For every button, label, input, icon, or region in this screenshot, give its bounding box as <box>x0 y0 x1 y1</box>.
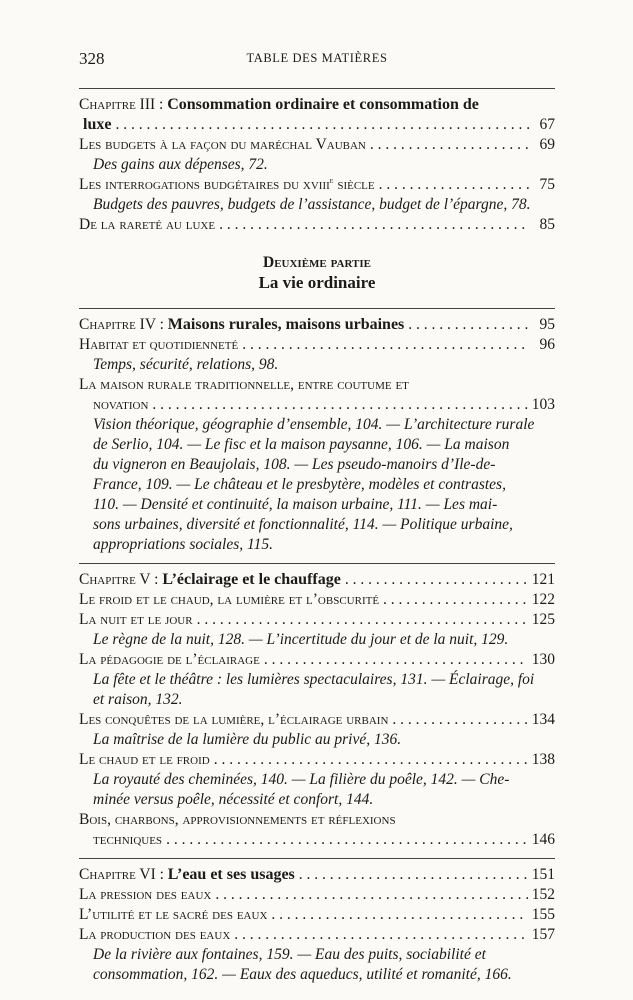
toc-subentry: La maîtrise de la lumière du public au privé, 136. <box>93 731 402 748</box>
divider <box>79 308 555 309</box>
part-label: Deuxième partie <box>263 254 371 271</box>
chapter-3-heading-cont: luxe . . . 67 <box>79 115 555 135</box>
chapter-6-heading: Chapitre VI : L’eau et ses usages . . . 151 <box>79 865 555 885</box>
toc-entry: La pédagogie de l’éclairage . . . 130 <box>79 650 555 670</box>
toc-subentry: 110. — Densité et continuité, la maison urbaine, 111. — Les mai- <box>93 496 498 513</box>
toc-subentry: Budgets des pauvres, budgets de l’assistance, budget de l’épargne, 78. <box>93 196 531 213</box>
toc-entry: La nuit et le jour . . . 125 <box>79 610 555 630</box>
toc-entry: De la rareté au luxe . . . 85 <box>79 215 555 235</box>
divider <box>79 88 555 89</box>
chapter-5-heading: Chapitre V : L’éclairage et le chauffage . . . 121 <box>79 570 555 590</box>
toc-entry: La maison rurale traditionnelle, entre coutume et <box>79 376 409 393</box>
divider <box>79 858 555 859</box>
toc-entry: Les conquêtes de la lumière, l’éclairage urbain . . . 134 <box>79 710 555 730</box>
toc-subentry: et raison, 132. <box>93 691 183 708</box>
toc-entry: La pression des eaux . . . 152 <box>79 885 555 905</box>
toc-entry: L’utilité et le sacré des eaux . . . 155 <box>79 905 555 925</box>
toc-subentry: sons urbaines, diversité et fonctionnalité, 114. — Politique urbaine, <box>93 516 513 533</box>
toc-entry-cont: techniques . . . 146 <box>79 830 555 850</box>
toc-entry: Les interrogations budgétaires du xviii$^e$ siècle . . . 75 <box>79 175 555 195</box>
page-header <box>79 49 555 71</box>
toc-subentry: appropriations sociales, 115. <box>93 536 273 553</box>
chapter-3-page: 67 <box>539 116 555 133</box>
toc-entry: Le froid et le chaud, la lumière et l’obscurité . . . 122 <box>79 590 555 610</box>
toc-entry: Le chaud et le froid . . . 138 <box>79 750 555 770</box>
divider <box>79 563 555 564</box>
toc-entry: Habitat et quotidienneté . . . 96 <box>79 335 555 355</box>
toc-subentry: consommation, 162. — Eaux des aqueducs, utilité et romanité, 166. <box>93 966 512 983</box>
toc-content <box>79 88 555 985</box>
toc-entry: Bois, charbons, approvisionnements et réflexions <box>79 811 396 828</box>
toc-entry: Les budgets à la façon du maréchal Vauban . . . 69 <box>79 135 555 155</box>
toc-subentry: du vigneron en Beaujolais, 108. — Les pseudo-manoirs d’Ile-de- <box>93 456 496 473</box>
page-number: 328 <box>79 49 105 68</box>
toc-subentry: Temps, sécurité, relations, 98. <box>93 356 279 373</box>
toc-subentry: Vision théorique, géographie d’ensemble, 104. — L’architecture rurale <box>93 416 535 433</box>
toc-subentry: France, 109. — Le château et le presbytère, modèles et contrastes, <box>93 476 506 493</box>
toc-subentry: minée versus poêle, nécessité et confort, 144. <box>93 791 374 808</box>
part-title: La vie ordinaire <box>258 273 376 292</box>
toc-subentry: La fête et le théâtre : les lumières spectaculaires, 131. — Éclairage, foi <box>93 671 535 688</box>
chapter-4-heading: Chapitre IV : Maisons rurales, maisons urbaines . . . 95 <box>79 315 555 335</box>
toc-subentry: La royauté des cheminées, 140. — La filière du poêle, 142. — Che- <box>93 771 510 788</box>
toc-subentry: Des gains aux dépenses, 72. <box>93 156 268 173</box>
toc-subentry: Le règne de la nuit, 128. — L’incertitude du jour et de la nuit, 129. <box>93 631 509 648</box>
chapter-3-heading: Chapitre III : Consommation ordinaire et consommation de <box>79 96 479 113</box>
toc-entry: La production des eaux . . . 157 <box>79 925 555 945</box>
toc-entry-cont: novation . . . 103 <box>79 395 555 415</box>
toc-subentry: de Serlio, 104. — Le fisc et la maison paysanne, 106. — La maison <box>93 436 510 453</box>
toc-subentry: De la rivière aux fontaines, 159. — Eau des puits, sociabilité et <box>93 946 486 963</box>
running-title: TABLE DES MATIÈRES <box>246 51 388 65</box>
